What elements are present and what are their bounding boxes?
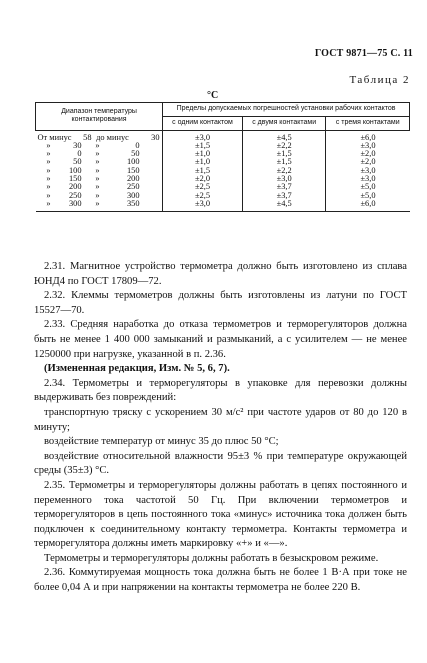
value-three-contacts: ±6,0 bbox=[326, 200, 410, 212]
header-two-contacts: с двумя контактами bbox=[242, 116, 326, 130]
table-unit: °С bbox=[207, 90, 219, 101]
range-mid: » bbox=[95, 198, 100, 208]
value-three-contacts: ±3,0 bbox=[326, 175, 410, 183]
range-to: 250 bbox=[126, 182, 140, 192]
value-one-contact: ±1,0 bbox=[163, 150, 243, 158]
value-two-contacts: ±1,5 bbox=[242, 158, 326, 166]
paragraph-2-33: 2.33. Средняя наработка до отказа термометров и терморегуляторов должна быть не менее 1 400 000 замыканий и размыканий, а с усилителем — не менее 1250000 при нагрузке, указанной в п. 2.36. bbox=[34, 319, 407, 360]
range-lead: » bbox=[46, 157, 51, 167]
table-row bbox=[36, 200, 410, 212]
table-caption: Таблица 2 bbox=[349, 74, 410, 86]
table-row bbox=[36, 150, 410, 158]
value-two-contacts: ±1,5 bbox=[242, 150, 326, 158]
paragraph-2-34-c: воздействие относительной влажности 95±3 % при температуре окружающей среды (35±3) °С. bbox=[34, 450, 407, 477]
table-row bbox=[36, 142, 410, 150]
range-mid: » bbox=[95, 140, 100, 150]
value-two-contacts: ±3,7 bbox=[242, 192, 326, 200]
value-three-contacts: ±5,0 bbox=[326, 192, 410, 200]
range-to: 300 bbox=[126, 190, 140, 200]
range-to: 30 bbox=[151, 132, 160, 142]
range-mid: » bbox=[95, 190, 100, 200]
paragraph-2-36: 2.36. Коммутируемая мощность тока должна быть не более 1 В·А при токе не более 0,04 А и при напряжении на контакты термометра не более 220 В. bbox=[34, 567, 407, 594]
header-error-limits: Пределы допускаемых погрешностей установки рабочих контактов bbox=[163, 103, 410, 117]
table-row bbox=[36, 183, 410, 191]
table-row bbox=[36, 167, 410, 175]
value-one-contact: ±1,5 bbox=[163, 142, 243, 150]
value-one-contact: ±1,0 bbox=[163, 158, 243, 166]
page-header: ГОСТ 9871—75 С. 11 bbox=[314, 48, 413, 59]
range-mid: до минус bbox=[96, 132, 129, 142]
value-two-contacts: ±4,5 bbox=[242, 200, 326, 212]
paragraph-2-32: 2.32. Клеммы термометров должны быть изготовлены из латуни по ГОСТ 15527—70. bbox=[34, 290, 407, 316]
range-lead: » bbox=[46, 149, 51, 159]
range-from: 30 bbox=[73, 140, 82, 150]
value-two-contacts: ±2,2 bbox=[242, 142, 326, 150]
range-mid: » bbox=[95, 149, 100, 159]
header-three-contacts: с тремя контактами bbox=[326, 116, 410, 130]
table-row bbox=[36, 175, 410, 183]
range-from: 0 bbox=[77, 149, 82, 159]
range-lead: От минус bbox=[37, 132, 72, 142]
edition-note: (Измененная редакция, Изм. № 5, 6, 7). bbox=[44, 363, 230, 375]
value-three-contacts: ±2,0 bbox=[326, 158, 410, 166]
paragraph-2-34: 2.34. Термометры и терморегуляторы в упаковке для перевозки должны выдерживать без повреждений: bbox=[34, 377, 407, 404]
range-to: 150 bbox=[126, 165, 140, 175]
header-temperature-range: Диапазон температуры контактирования bbox=[36, 103, 163, 131]
range-from: 200 bbox=[68, 182, 82, 192]
range-to: 0 bbox=[135, 140, 140, 150]
range-lead: » bbox=[46, 140, 51, 150]
range-mid: » bbox=[95, 165, 100, 175]
table-row bbox=[36, 130, 410, 142]
range-lead: » bbox=[46, 182, 51, 192]
value-one-contact: ±3,0 bbox=[163, 130, 243, 142]
range-lead: » bbox=[46, 198, 51, 208]
value-one-contact: ±2,5 bbox=[163, 192, 243, 200]
paragraph-2-34-a: транспортную тряску с ускорением 30 м/с² при частоте ударов от 80 до 120 в минуту; bbox=[34, 406, 407, 433]
value-two-contacts: ±4,5 bbox=[242, 130, 326, 142]
paragraph-2-35: 2.35. Термометры и терморегуляторы должны работать в цепях постоянного и переменного тока частотой 50 Гц. При включении термометров и терморегуляторов в цепь постоянного тока «минус» источника тока должен быть подключен к соединительному контакту термометра. Контакты термометра и терморегулятора должны иметь маркировку «+» и «—». bbox=[34, 479, 407, 550]
value-one-contact: ±1,5 bbox=[163, 167, 243, 175]
value-three-contacts: ±6,0 bbox=[326, 130, 410, 142]
paragraph-2-34-b: воздействие температур от минус 35 до плюс 50 °С; bbox=[44, 436, 279, 448]
range-from: 100 bbox=[68, 165, 82, 175]
text-body bbox=[34, 260, 407, 596]
value-three-contacts: ±3,0 bbox=[326, 142, 410, 150]
value-three-contacts: ±3,0 bbox=[326, 167, 410, 175]
range-from: 250 bbox=[68, 190, 82, 200]
value-three-contacts: ±5,0 bbox=[326, 183, 410, 191]
error-limits-table bbox=[35, 102, 410, 212]
table-body bbox=[36, 130, 410, 212]
range-mid: » bbox=[95, 182, 100, 192]
range-lead: » bbox=[46, 173, 51, 183]
table-row bbox=[36, 192, 410, 200]
paragraph-2-35-b: Термометры и терморегуляторы должны работать в безыскровом режиме. bbox=[44, 552, 379, 564]
value-two-contacts: ±2,2 bbox=[242, 167, 326, 175]
range-to: 100 bbox=[126, 157, 140, 167]
range-cell bbox=[36, 200, 163, 212]
range-lead: » bbox=[46, 165, 51, 175]
value-one-contact: ±2,0 bbox=[163, 175, 243, 183]
range-from: 58 bbox=[83, 132, 92, 142]
value-two-contacts: ±3,7 bbox=[242, 183, 326, 191]
value-one-contact: ±2,5 bbox=[163, 183, 243, 191]
paragraph-2-31: 2.31. Магнитное устройство термометра должно быть изготовлено из сплава ЮНД4 по ГОСТ 17809—72. bbox=[34, 261, 407, 287]
range-mid: » bbox=[95, 157, 100, 167]
range-mid: » bbox=[95, 173, 100, 183]
value-two-contacts: ±3,0 bbox=[242, 175, 326, 183]
range-to: 200 bbox=[126, 173, 140, 183]
range-lead: » bbox=[46, 190, 51, 200]
range-to: 50 bbox=[131, 149, 140, 159]
range-from: 300 bbox=[68, 198, 82, 208]
table-row bbox=[36, 158, 410, 166]
header-one-contact: с одним контактом bbox=[163, 116, 243, 130]
range-from: 50 bbox=[73, 157, 82, 167]
value-three-contacts: ±2,0 bbox=[326, 150, 410, 158]
range-to: 350 bbox=[126, 198, 140, 208]
range-from: 150 bbox=[68, 173, 82, 183]
value-one-contact: ±3,0 bbox=[163, 200, 243, 212]
